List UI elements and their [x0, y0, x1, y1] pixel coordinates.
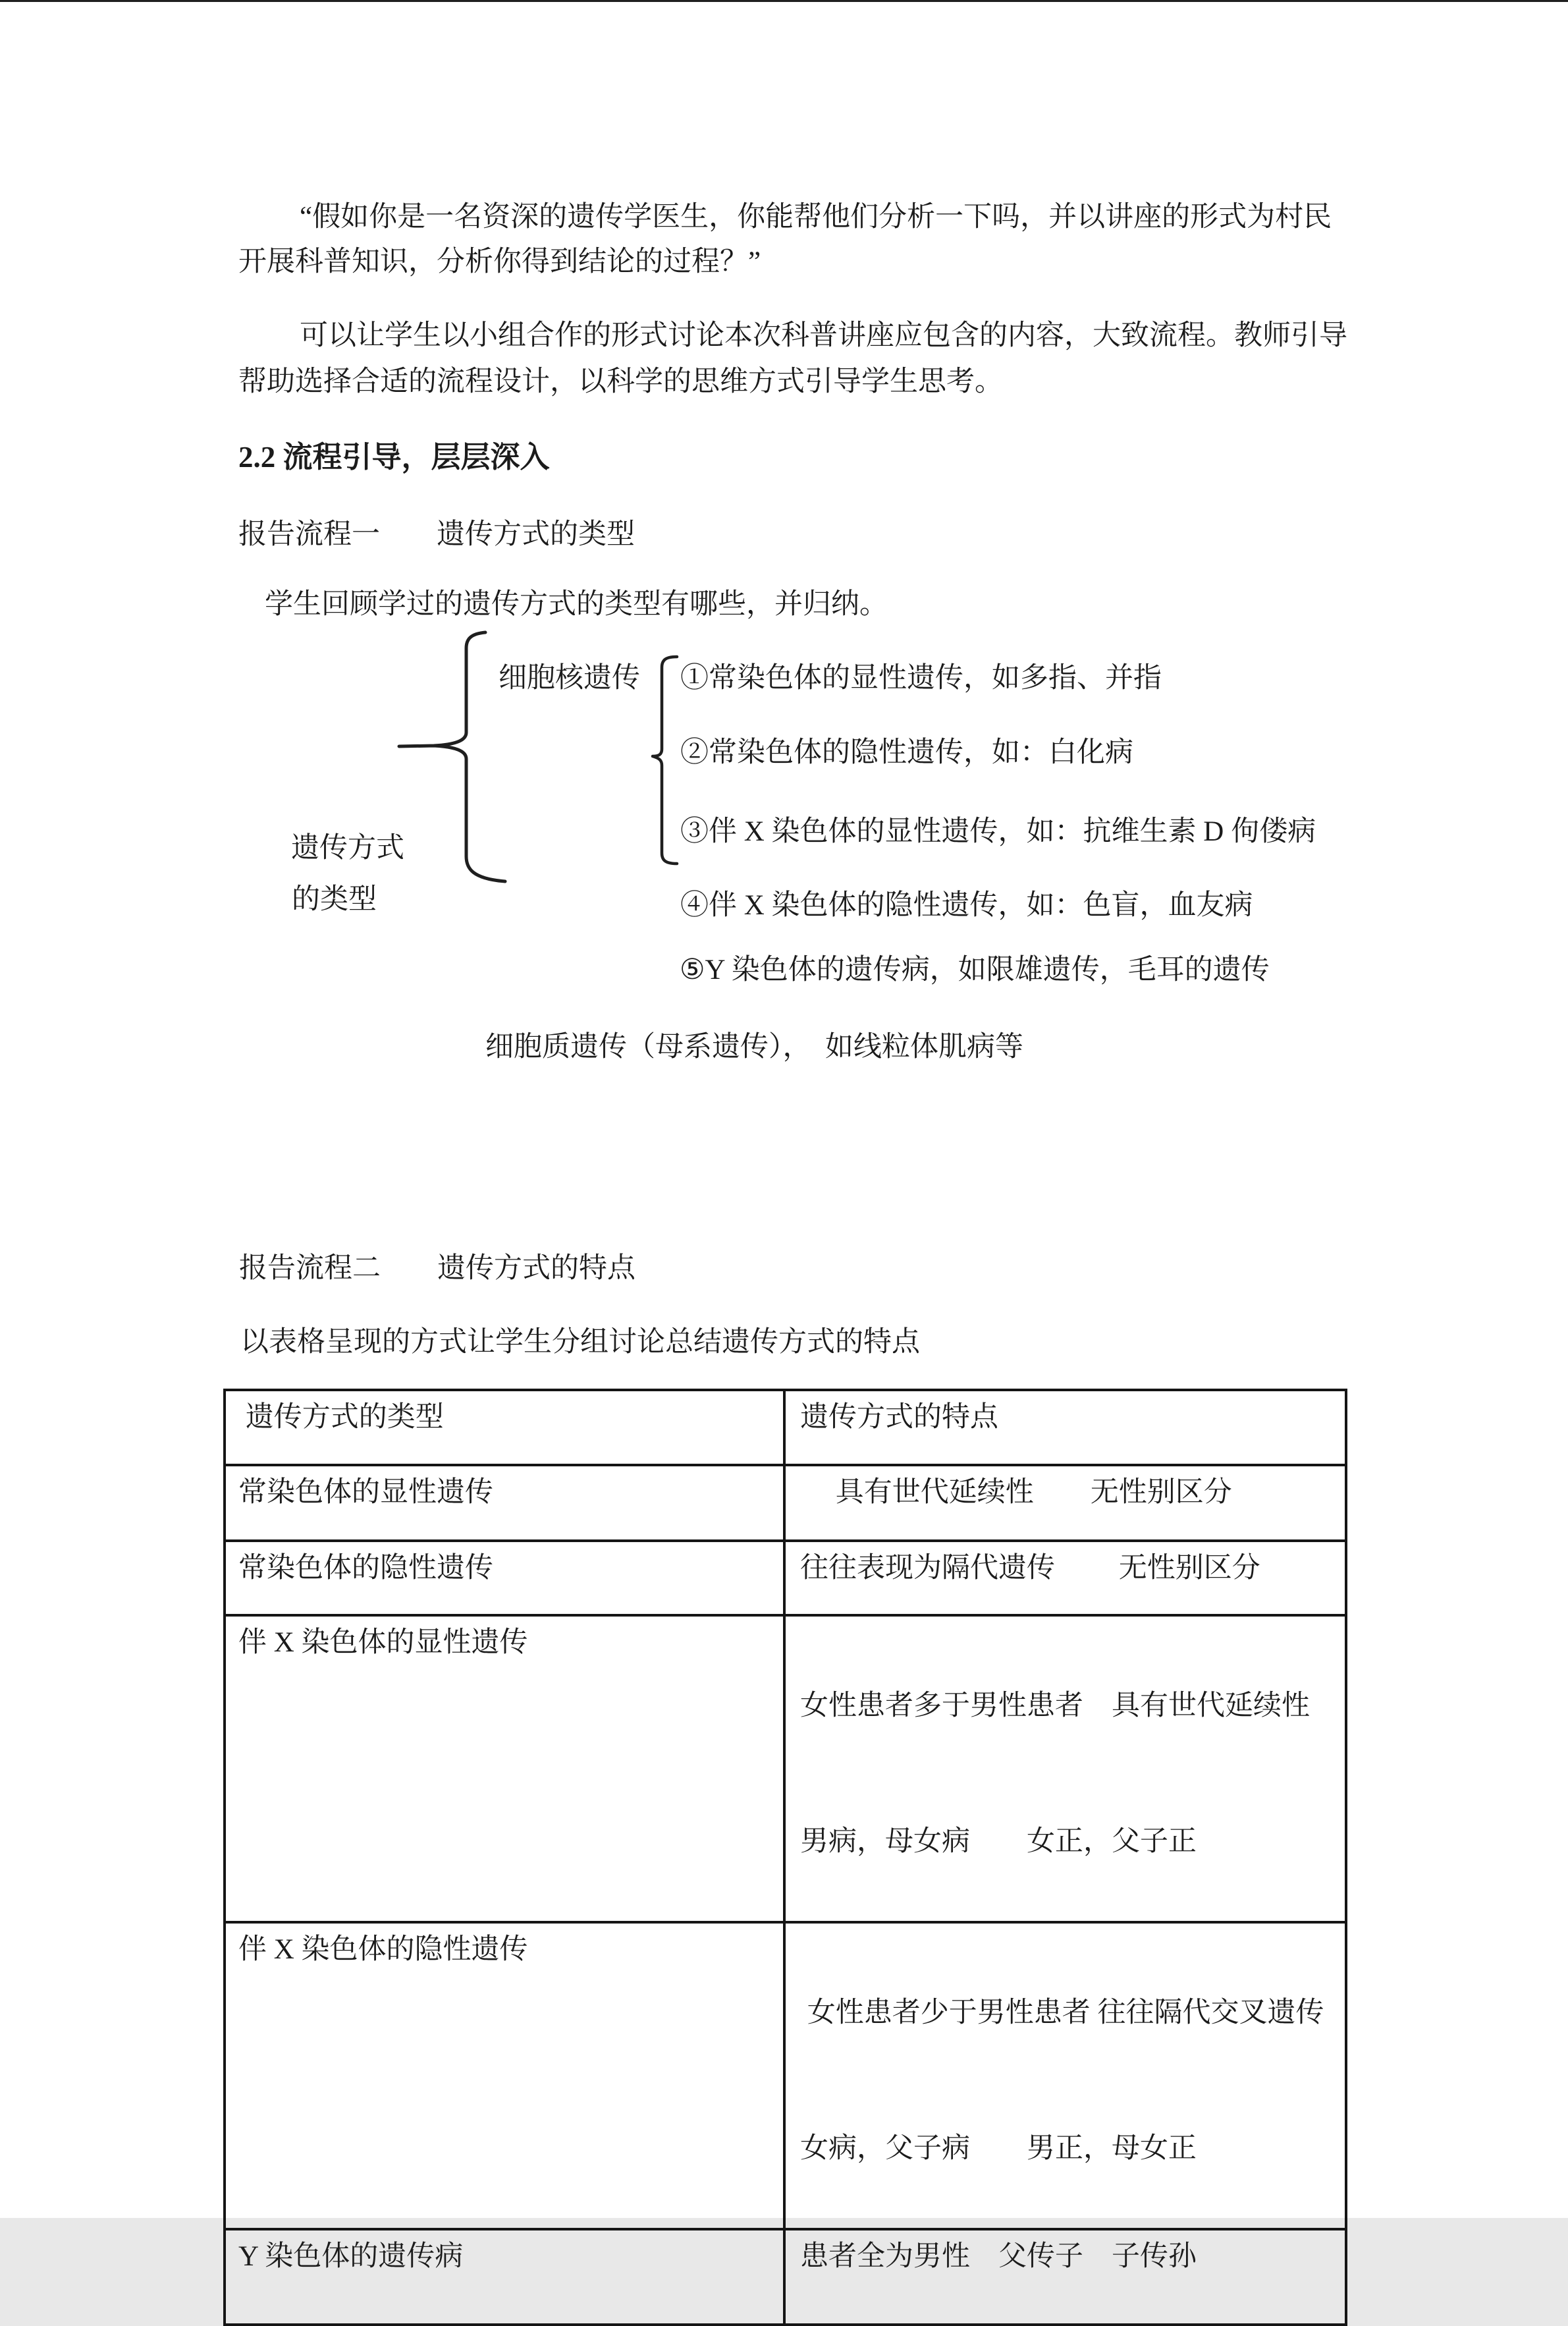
- table-header-type: 遗传方式的类型: [225, 1390, 784, 1465]
- paragraph-2-line-2: 帮助选择合适的流程设计，以科学的思维方式引导学生思考。: [238, 366, 1003, 397]
- report-flow-1-title: 报告流程一 遗传方式的类型: [238, 519, 635, 550]
- report-flow-2-title: 报告流程二 遗传方式的特点: [239, 1253, 635, 1284]
- paragraph-2-line-1: 可以让学生以小组合作的形式讨论本次科普讲座应包含的内容，大致流程。教师引导: [300, 320, 1347, 351]
- small-brace-icon: [645, 649, 685, 873]
- table-cell-type: 常染色体的显性遗传: [225, 1465, 784, 1541]
- paragraph-1-line-1: “假如你是一名资深的遗传学医生，你能帮他们分析一下吗，并以讲座的形式为村民: [300, 202, 1332, 233]
- report-flow-1-desc: 学生回顾学过的遗传方式的类型有哪些，并归纳。: [265, 589, 888, 620]
- table-cell-traits: [784, 1615, 1346, 1922]
- table-cell-traits: [784, 1922, 1346, 2229]
- table-cell-traits: 患者全为男性 父传子 子传孙: [784, 2229, 1346, 2325]
- table-header-row: [225, 1390, 1346, 1465]
- table-row: [225, 1465, 1346, 1541]
- trait-line: 女病，父子病 男正，母女正: [800, 2133, 1197, 2164]
- table-row: [225, 2229, 1346, 2325]
- trait-line: 男病，母女病 女正，父子正: [800, 1826, 1197, 1857]
- inheritance-table: [223, 1389, 1347, 2326]
- table-cell-type: 伴 X 染色体的隐性遗传: [225, 1922, 784, 2229]
- report-flow-2-desc: 以表格呈现的方式让学生分组讨论总结遗传方式的特点: [240, 1327, 920, 1358]
- table-row: [225, 1541, 1346, 1615]
- table-row: [225, 1922, 1346, 2229]
- scan-edge-line: [0, 0, 1568, 2]
- diagram-branch-nuclear-label: 细胞核遗传: [499, 663, 640, 694]
- big-brace-icon: [392, 626, 514, 889]
- diagram-item-5: ⑤Y 染色体的遗传病，如限雄遗传，毛耳的遗传: [680, 955, 1270, 985]
- paragraph-1-line-2: 开展科普知识，分析你得到结论的过程？”: [238, 246, 761, 277]
- table-cell-type: 常染色体的隐性遗传: [225, 1541, 784, 1615]
- diagram-item-3: ③伴 X 染色体的显性遗传，如：抗维生素 D 佝偻病: [680, 816, 1316, 847]
- table-header-traits: 遗传方式的特点: [784, 1390, 1346, 1465]
- diagram-root-label-line-1: 遗传方式: [291, 833, 404, 864]
- diagram-root-label-line-2: 的类型: [292, 884, 377, 915]
- diagram-item-2: ②常染色体的隐性遗传，如：白化病: [680, 737, 1133, 768]
- diagram-item-4: ④伴 X 染色体的隐性遗传，如：色盲，血友病: [680, 890, 1253, 921]
- table-cell-type: Y 染色体的遗传病: [225, 2229, 784, 2325]
- table-row: [225, 1615, 1346, 1922]
- trait-line: 女性患者少于男性患者 往往隔代交叉遗传: [800, 1997, 1324, 2028]
- diagram-item-1: ①常染色体的显性遗传，如多指、并指: [680, 663, 1162, 694]
- trait-line: 女性患者多于男性患者 具有世代延续性: [800, 1690, 1310, 1721]
- section-heading: 2.2 流程引导，层层深入: [238, 441, 550, 474]
- table-cell-traits: 往往表现为隔代遗传 无性别区分: [784, 1541, 1346, 1615]
- diagram-branch-cytoplasm-label: 细胞质遗传（母系遗传）， 如线粒体肌病等: [485, 1032, 1023, 1063]
- table-cell-traits: 具有世代延续性 无性别区分: [784, 1465, 1346, 1541]
- table-cell-type: 伴 X 染色体的显性遗传: [225, 1615, 784, 1922]
